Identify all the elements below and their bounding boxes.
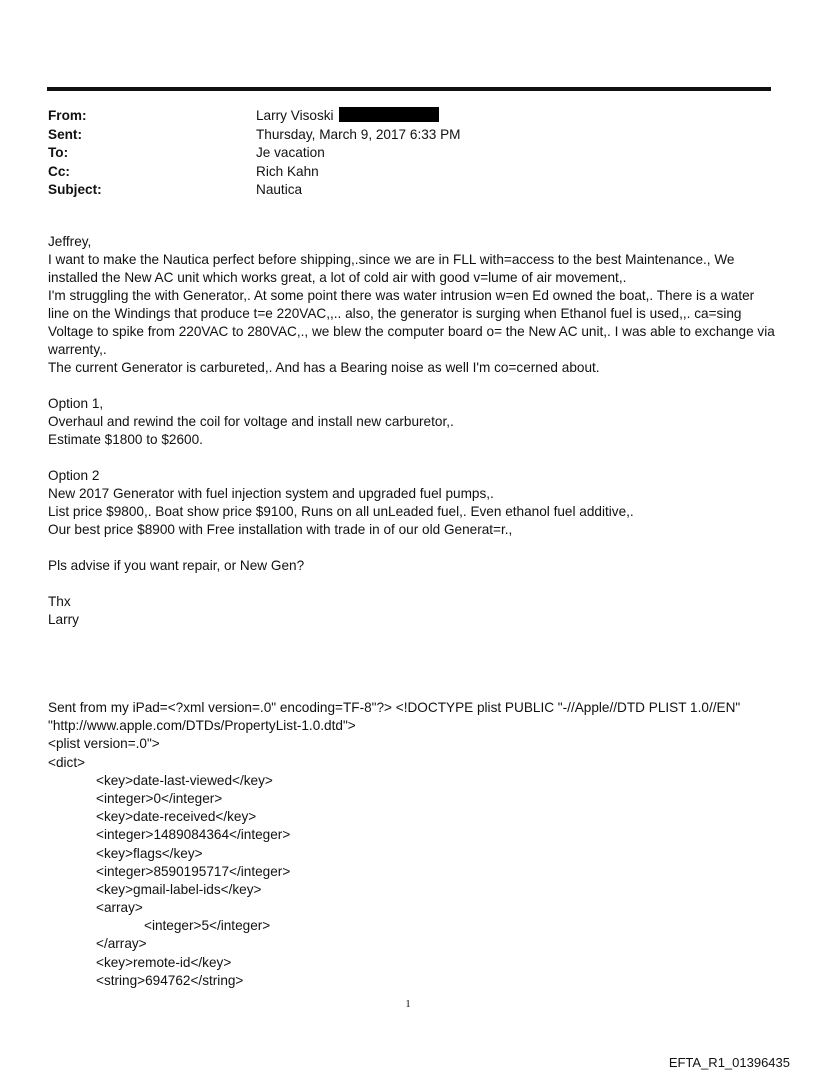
to-label: To: <box>48 145 69 160</box>
xml-line: <key>remote-id</key> <box>96 954 232 970</box>
option-1-title: Option 1, <box>48 396 104 411</box>
sent-value: Thursday, March 9, 2017 6:33 PM <box>256 126 461 142</box>
option-1-line: Estimate $1800 to $2600. <box>48 432 203 447</box>
option-2-line: New 2017 Generator with fuel injection system and upgraded fuel pumps,. <box>48 486 494 501</box>
xml-line: </array> <box>96 936 147 952</box>
xml-line: <key>flags</key> <box>96 845 203 861</box>
page-number: 1 <box>405 998 411 1010</box>
redaction-box <box>339 107 439 122</box>
cc-label: Cc: <box>48 163 70 179</box>
xml-line: <dict> <box>48 754 86 770</box>
document-id: EFTA_R1_01396435 <box>668 1055 790 1070</box>
body-line: I'm struggling the with Generator,. At some point there was water intrusion w=en Ed owned the boat,. There is a water <box>48 288 755 303</box>
xml-line: <string>694762</string> <box>96 972 244 988</box>
xml-line: <integer>8590195717</integer> <box>96 863 291 879</box>
email-header <box>48 107 748 200</box>
xml-line: <integer>0</integer> <box>96 790 223 806</box>
option-2-line: List price $9800,. Boat show price $9100, Runs on all unLeaded fuel,. Even ethanol fuel additive,. <box>48 504 634 519</box>
to-row <box>48 144 748 163</box>
sent-label: Sent: <box>48 126 82 142</box>
email-body <box>48 233 778 629</box>
cc-value: Rich Kahn <box>256 163 319 179</box>
from-row <box>48 107 748 126</box>
body-line: I want to make the Nautica perfect before shipping,.since we are in FLL with=access to the best Maintenance., We <box>48 252 735 267</box>
from-label: From: <box>48 108 87 123</box>
body-line: warrenty,. <box>48 342 107 357</box>
xml-line: Sent from my iPad=<?xml version=.0" encoding=TF-8"?> <!DOCTYPE plist PUBLIC "-//Apple//DTD PLIST 1.0//EN" <box>48 700 741 715</box>
option-1-line: Overhaul and rewind the coil for voltage and install new carburetor,. <box>48 414 454 429</box>
xml-line: <integer>5</integer> <box>144 918 271 934</box>
signature: Larry <box>48 612 79 627</box>
header-divider <box>47 87 771 91</box>
xml-line: <integer>1489084364</integer> <box>96 827 291 843</box>
subject-label: Subject: <box>48 182 102 197</box>
body-line: line on the Windings that produce t=e 220VAC,,.. also, the generator is surging when Ethanol fuel is used,,. ca=sing <box>48 306 742 321</box>
body-line: Voltage to spike from 220VAC to 280VAC,., we blew the computer board o= the New AC unit,. I was able to exchange via <box>48 324 775 339</box>
xml-line: <key>gmail-label-ids</key> <box>96 881 262 897</box>
xml-line: <key>date-received</key> <box>96 809 257 825</box>
plist-block <box>48 699 778 990</box>
subject-row <box>48 181 748 200</box>
question: Pls advise if you want repair, or New Gen? <box>48 558 305 573</box>
body-line: installed the New AC unit which works great, a lot of cold air with good v=lume of air movement,. <box>48 270 627 285</box>
cc-row <box>48 163 748 182</box>
xml-line: <plist version=.0"> <box>48 736 160 752</box>
xml-line: <array> <box>96 900 143 916</box>
option-2-line: Our best price $8900 with Free installation with trade in of our old Generat=r., <box>48 522 513 537</box>
to-value: Je vacation <box>256 145 325 160</box>
body-line: The current Generator is carbureted,. And has a Bearing noise as well I'm co=cerned about. <box>48 360 600 375</box>
thanks: Thx <box>48 594 71 609</box>
xml-line: "http://www.apple.com/DTDs/PropertyList-1.0.dtd"> <box>48 718 356 734</box>
option-2-title: Option 2 <box>48 468 100 483</box>
sent-row <box>48 126 748 145</box>
xml-line: <key>date-last-viewed</key> <box>96 772 273 788</box>
greeting: Jeffrey, <box>48 234 92 249</box>
subject-value: Nautica <box>256 182 303 197</box>
from-value: Larry Visoski <box>256 108 334 123</box>
